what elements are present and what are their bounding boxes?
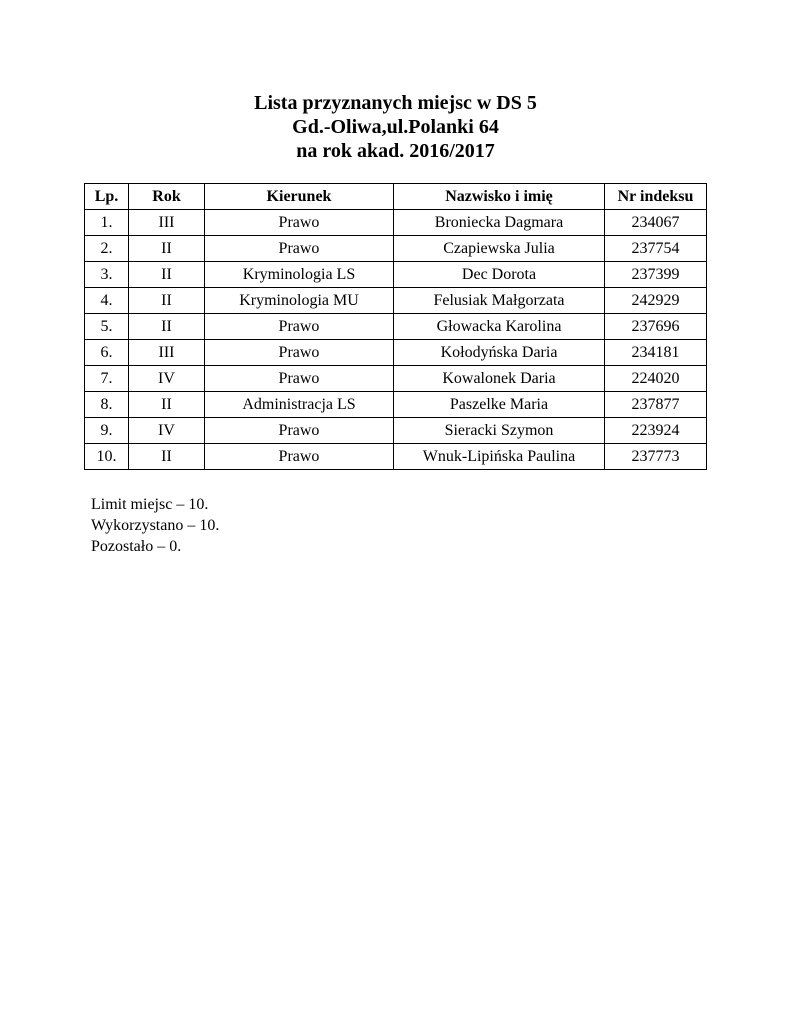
cell-rok: II	[129, 314, 205, 340]
cell-lp: 2.	[85, 236, 129, 262]
cell-kierunek: Prawo	[205, 210, 394, 236]
document-title	[0, 91, 791, 163]
title-line-3: na rok akad. 2016/2017	[296, 140, 495, 162]
cell-nazwisko: Broniecka Dagmara	[394, 210, 605, 236]
cell-lp: 5.	[85, 314, 129, 340]
cell-kierunek: Prawo	[205, 418, 394, 444]
summary-used: Wykorzystano – 10.	[91, 517, 220, 534]
cell-nazwisko: Felusiak Małgorzata	[394, 288, 605, 314]
header-rok: Rok	[129, 184, 205, 210]
cell-kierunek: Prawo	[205, 444, 394, 470]
table-row	[85, 262, 707, 288]
cell-lp: 7.	[85, 366, 129, 392]
cell-kierunek: Prawo	[205, 340, 394, 366]
cell-nazwisko: Sieracki Szymon	[394, 418, 605, 444]
table-row	[85, 210, 707, 236]
table-row	[85, 288, 707, 314]
table-row	[85, 366, 707, 392]
allocation-table	[84, 183, 707, 470]
title-line-1: Lista przyznanych miejsc w DS 5	[254, 92, 537, 114]
table-row	[85, 392, 707, 418]
cell-nr: 237696	[605, 314, 707, 340]
cell-kierunek: Prawo	[205, 314, 394, 340]
cell-lp: 10.	[85, 444, 129, 470]
cell-kierunek: Kryminologia LS	[205, 262, 394, 288]
cell-nr: 237399	[605, 262, 707, 288]
cell-lp: 8.	[85, 392, 129, 418]
table-row	[85, 236, 707, 262]
table-header-row	[85, 184, 707, 210]
table-row	[85, 418, 707, 444]
cell-nr: 234067	[605, 210, 707, 236]
cell-rok: IV	[129, 418, 205, 444]
cell-lp: 6.	[85, 340, 129, 366]
cell-rok: II	[129, 392, 205, 418]
cell-nazwisko: Czapiewska Julia	[394, 236, 605, 262]
cell-nr: 234181	[605, 340, 707, 366]
title-line-2: Gd.-Oliwa,ul.Polanki 64	[292, 116, 499, 138]
cell-lp: 9.	[85, 418, 129, 444]
cell-nr: 242929	[605, 288, 707, 314]
cell-rok: III	[129, 340, 205, 366]
cell-nazwisko: Paszelke Maria	[394, 392, 605, 418]
cell-nr: 224020	[605, 366, 707, 392]
cell-rok: II	[129, 444, 205, 470]
header-nr-indeksu: Nr indeksu	[605, 184, 707, 210]
cell-nazwisko: Wnuk-Lipińska Paulina	[394, 444, 605, 470]
cell-rok: II	[129, 236, 205, 262]
cell-rok: II	[129, 288, 205, 314]
cell-lp: 4.	[85, 288, 129, 314]
summary-limit: Limit miejsc – 10.	[91, 496, 209, 513]
cell-nazwisko: Głowacka Karolina	[394, 314, 605, 340]
cell-nr: 237754	[605, 236, 707, 262]
cell-nazwisko: Kołodyńska Daria	[394, 340, 605, 366]
summary-remaining: Pozostało – 0.	[91, 538, 182, 555]
cell-rok: IV	[129, 366, 205, 392]
header-nazwisko: Nazwisko i imię	[394, 184, 605, 210]
cell-nr: 223924	[605, 418, 707, 444]
header-kierunek: Kierunek	[205, 184, 394, 210]
table-row	[85, 314, 707, 340]
cell-kierunek: Administracja LS	[205, 392, 394, 418]
cell-lp: 3.	[85, 262, 129, 288]
cell-kierunek: Kryminologia MU	[205, 288, 394, 314]
cell-nr: 237877	[605, 392, 707, 418]
summary	[91, 494, 219, 557]
cell-nr: 237773	[605, 444, 707, 470]
cell-lp: 1.	[85, 210, 129, 236]
header-lp: Lp.	[85, 184, 129, 210]
cell-nazwisko: Kowalonek Daria	[394, 366, 605, 392]
cell-kierunek: Prawo	[205, 236, 394, 262]
cell-kierunek: Prawo	[205, 366, 394, 392]
table-row	[85, 444, 707, 470]
cell-nazwisko: Dec Dorota	[394, 262, 605, 288]
cell-rok: III	[129, 210, 205, 236]
cell-rok: II	[129, 262, 205, 288]
table-row	[85, 340, 707, 366]
